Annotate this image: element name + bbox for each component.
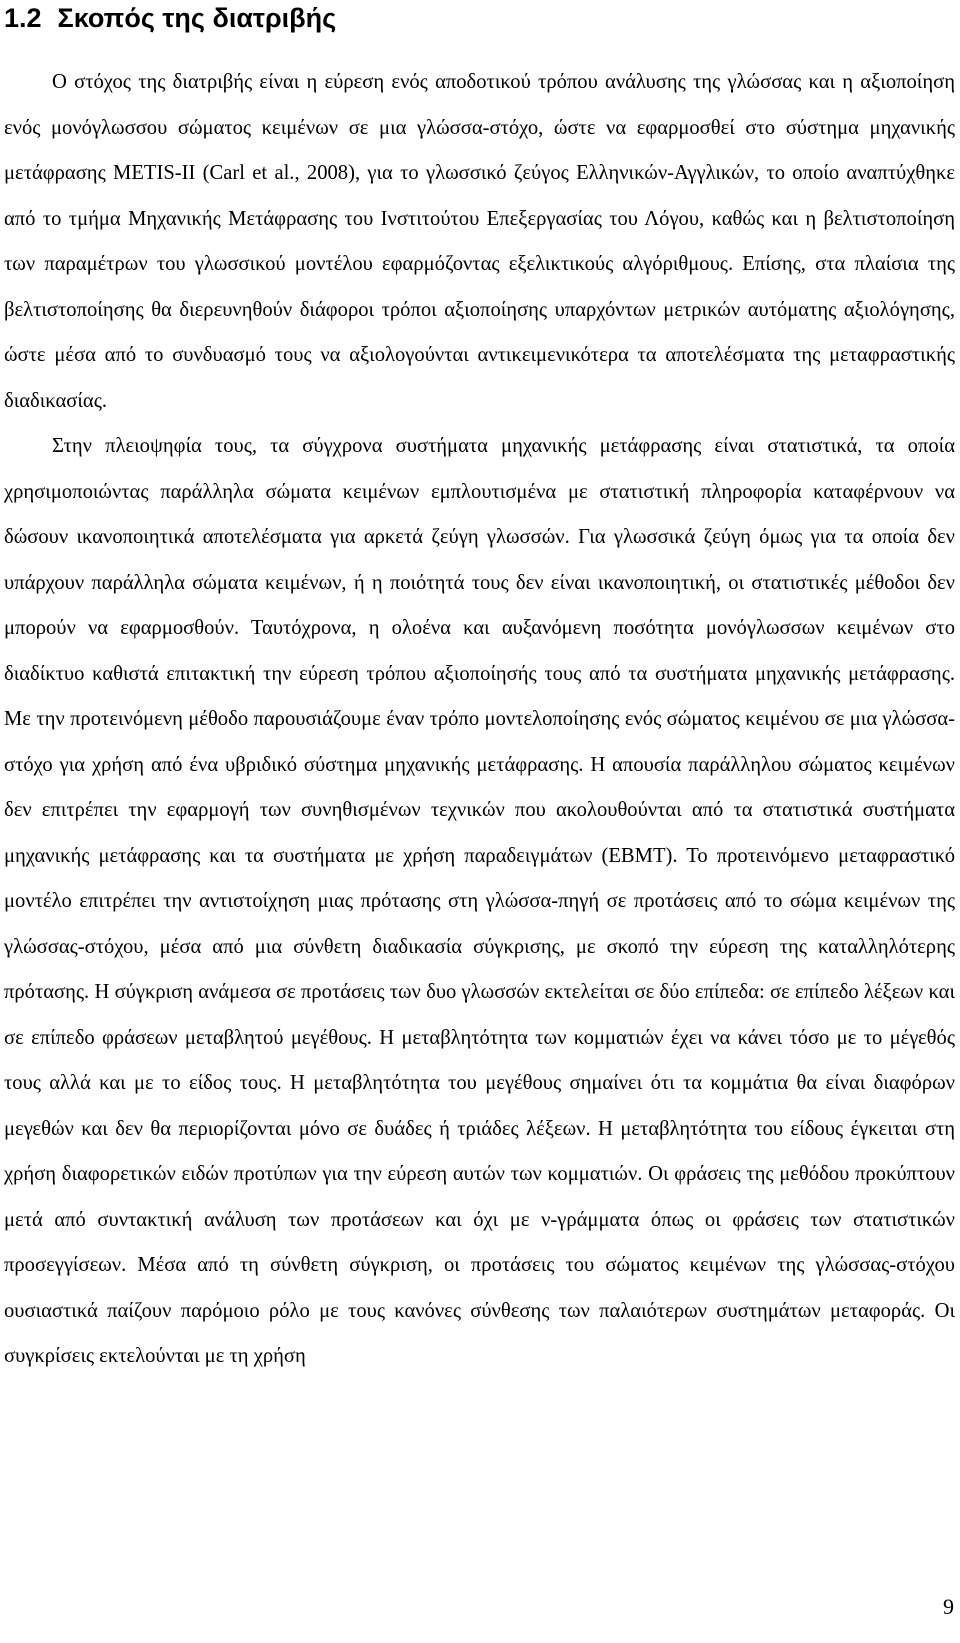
section-number: 1.2	[4, 3, 42, 33]
body-text	[4, 60, 955, 1380]
paragraph-objective: Ο στόχος της διατριβής είναι η εύρεση ενός αποδοτικού τρόπου ανάλυσης της γλώσσας και η αξιοποίηση ενός μονόγλωσσου σώματος κειμένων σε μια γλώσσα-στόχο, ώστε να εφαρμοσθεί στο σύστημα μηχανικής μετάφρασης METIS-II (Carl et al., 2008), για το γλωσσικό ζεύγος Ελληνικών-Αγγλικών, το οποίο αναπτύχθηκε από το τμήμα Μηχανικής Μετάφρασης του Ινστιτούτου Επεξεργασίας του Λόγου, καθώς και η βελτιστοποίηση των παραμέτρων του γλωσσικού μοντέλου εφαρμόζοντας εξελικτικούς αλγόριθμους. Επίσης, στα πλαίσια της βελτιστοποίησης θα διερευνηθούν διάφοροι τρόποι αξιοποίησης υπαρχόντων μετρικών αυτόματης αξιολόγησης, ώστε μέσα από το συνδυασμό τους να αξιολογούνται αντικειμενικότερα τα αποτελέσματα της μεταφραστικής διαδικασίας.	[4, 71, 955, 412]
section-title: Σκοπός της διατριβής	[57, 3, 337, 33]
paragraph-methodology: Στην πλειοψηφία τους, τα σύγχρονα συστήματα μηχανικής μετάφρασης είναι στατιστικά, τα οποία χρησιμοποιώντας παράλληλα σώματα κειμένων εμπλουτισμένα με στατιστική πληροφορία καταφέρνουν να δώσουν ικανοποιητικά αποτελέσματα για αρκετά ζεύγη γλωσσών. Για γλωσσικά ζεύγη όμως για τα οποία δεν υπάρχουν παράλληλα σώματα κειμένων, ή η ποιότητά τους δεν είναι ικανοποιητική, οι στατιστικές μέθοδοι δεν μπορούν να εφαρμοσθούν. Ταυτόχρονα, η ολοένα και αυξανόμενη ποσότητα μονόγλωσσων κειμένων στο διαδίκτυο καθιστά επιτακτική την εύρεση τρόπου αξιοποίησής τους από τα συστήματα μηχανικής μετάφρασης. Με την προτεινόμενη μέθοδο παρουσιάζουμε έναν τρόπο μοντελοποίησης ενός σώματος κειμένου σε μια γλώσσα-στόχο για χρήση από ένα υβριδικό σύστημα μηχανικής μετάφρασης. Η απουσία παράλληλου σώματος κειμένων δεν επιτρέπει την εφαρμογή των συνηθισμένων τεχνικών που ακολουθούνται από τα στατιστικά συστήματα μηχανικής μετάφρασης και τα συστήματα με χρήση παραδειγμάτων (EBMT). Το προτεινόμενο μεταφραστικό μοντέλο επιτρέπει την αντιστοίχηση μιας πρότασης στη γλώσσα-πηγή σε προτάσεις από το σώμα κειμένων της γλώσσας-στόχου, μέσα από μια σύνθετη διαδικασία σύγκρισης, με σκοπό την εύρεση της καταλληλότερης πρότασης. Η σύγκριση ανάμεσα σε προτάσεις των δυο γλωσσών εκτελείται σε δύο επίπεδα: σε επίπεδο λέξεων και σε επίπεδο φράσεων μεταβλητού μεγέθους. Η μεταβλητότητα των κομματιών έχει να κάνει τόσο με το μέγεθός τους αλλά και με το είδος τους. Η μεταβλητότητα του μεγέθους σημαίνει ότι τα κομμάτια θα είναι διαφόρων μεγεθών και δεν θα περιορίζονται μόνο σε δυάδες ή τριάδες λέξεων. Η μεταβλητότητα του είδους έγκειται στη χρήση διαφορετικών ειδών προτύπων για την εύρεση αυτών των κομματιών. Οι φράσεις της μεθόδου προκύπτουν μετά από συντακτική ανάλυση των προτάσεων και όχι με ν-γράμματα όπως οι φράσεις των στατιστικών προσεγγίσεων. Μέσα από τη σύνθετη σύγκριση, οι προτάσεις του σώματος κειμένων της γλώσσας-στόχου ουσιαστικά παίζουν παρόμοιο ρόλο με τους κανόνες σύνθεσης των παλαιότερων συστημάτων μεταφοράς. Οι συγκρίσεις εκτελούνται με τη χρήση	[4, 435, 955, 1367]
section-heading	[4, 0, 336, 36]
page-number: 9	[943, 1594, 954, 1619]
